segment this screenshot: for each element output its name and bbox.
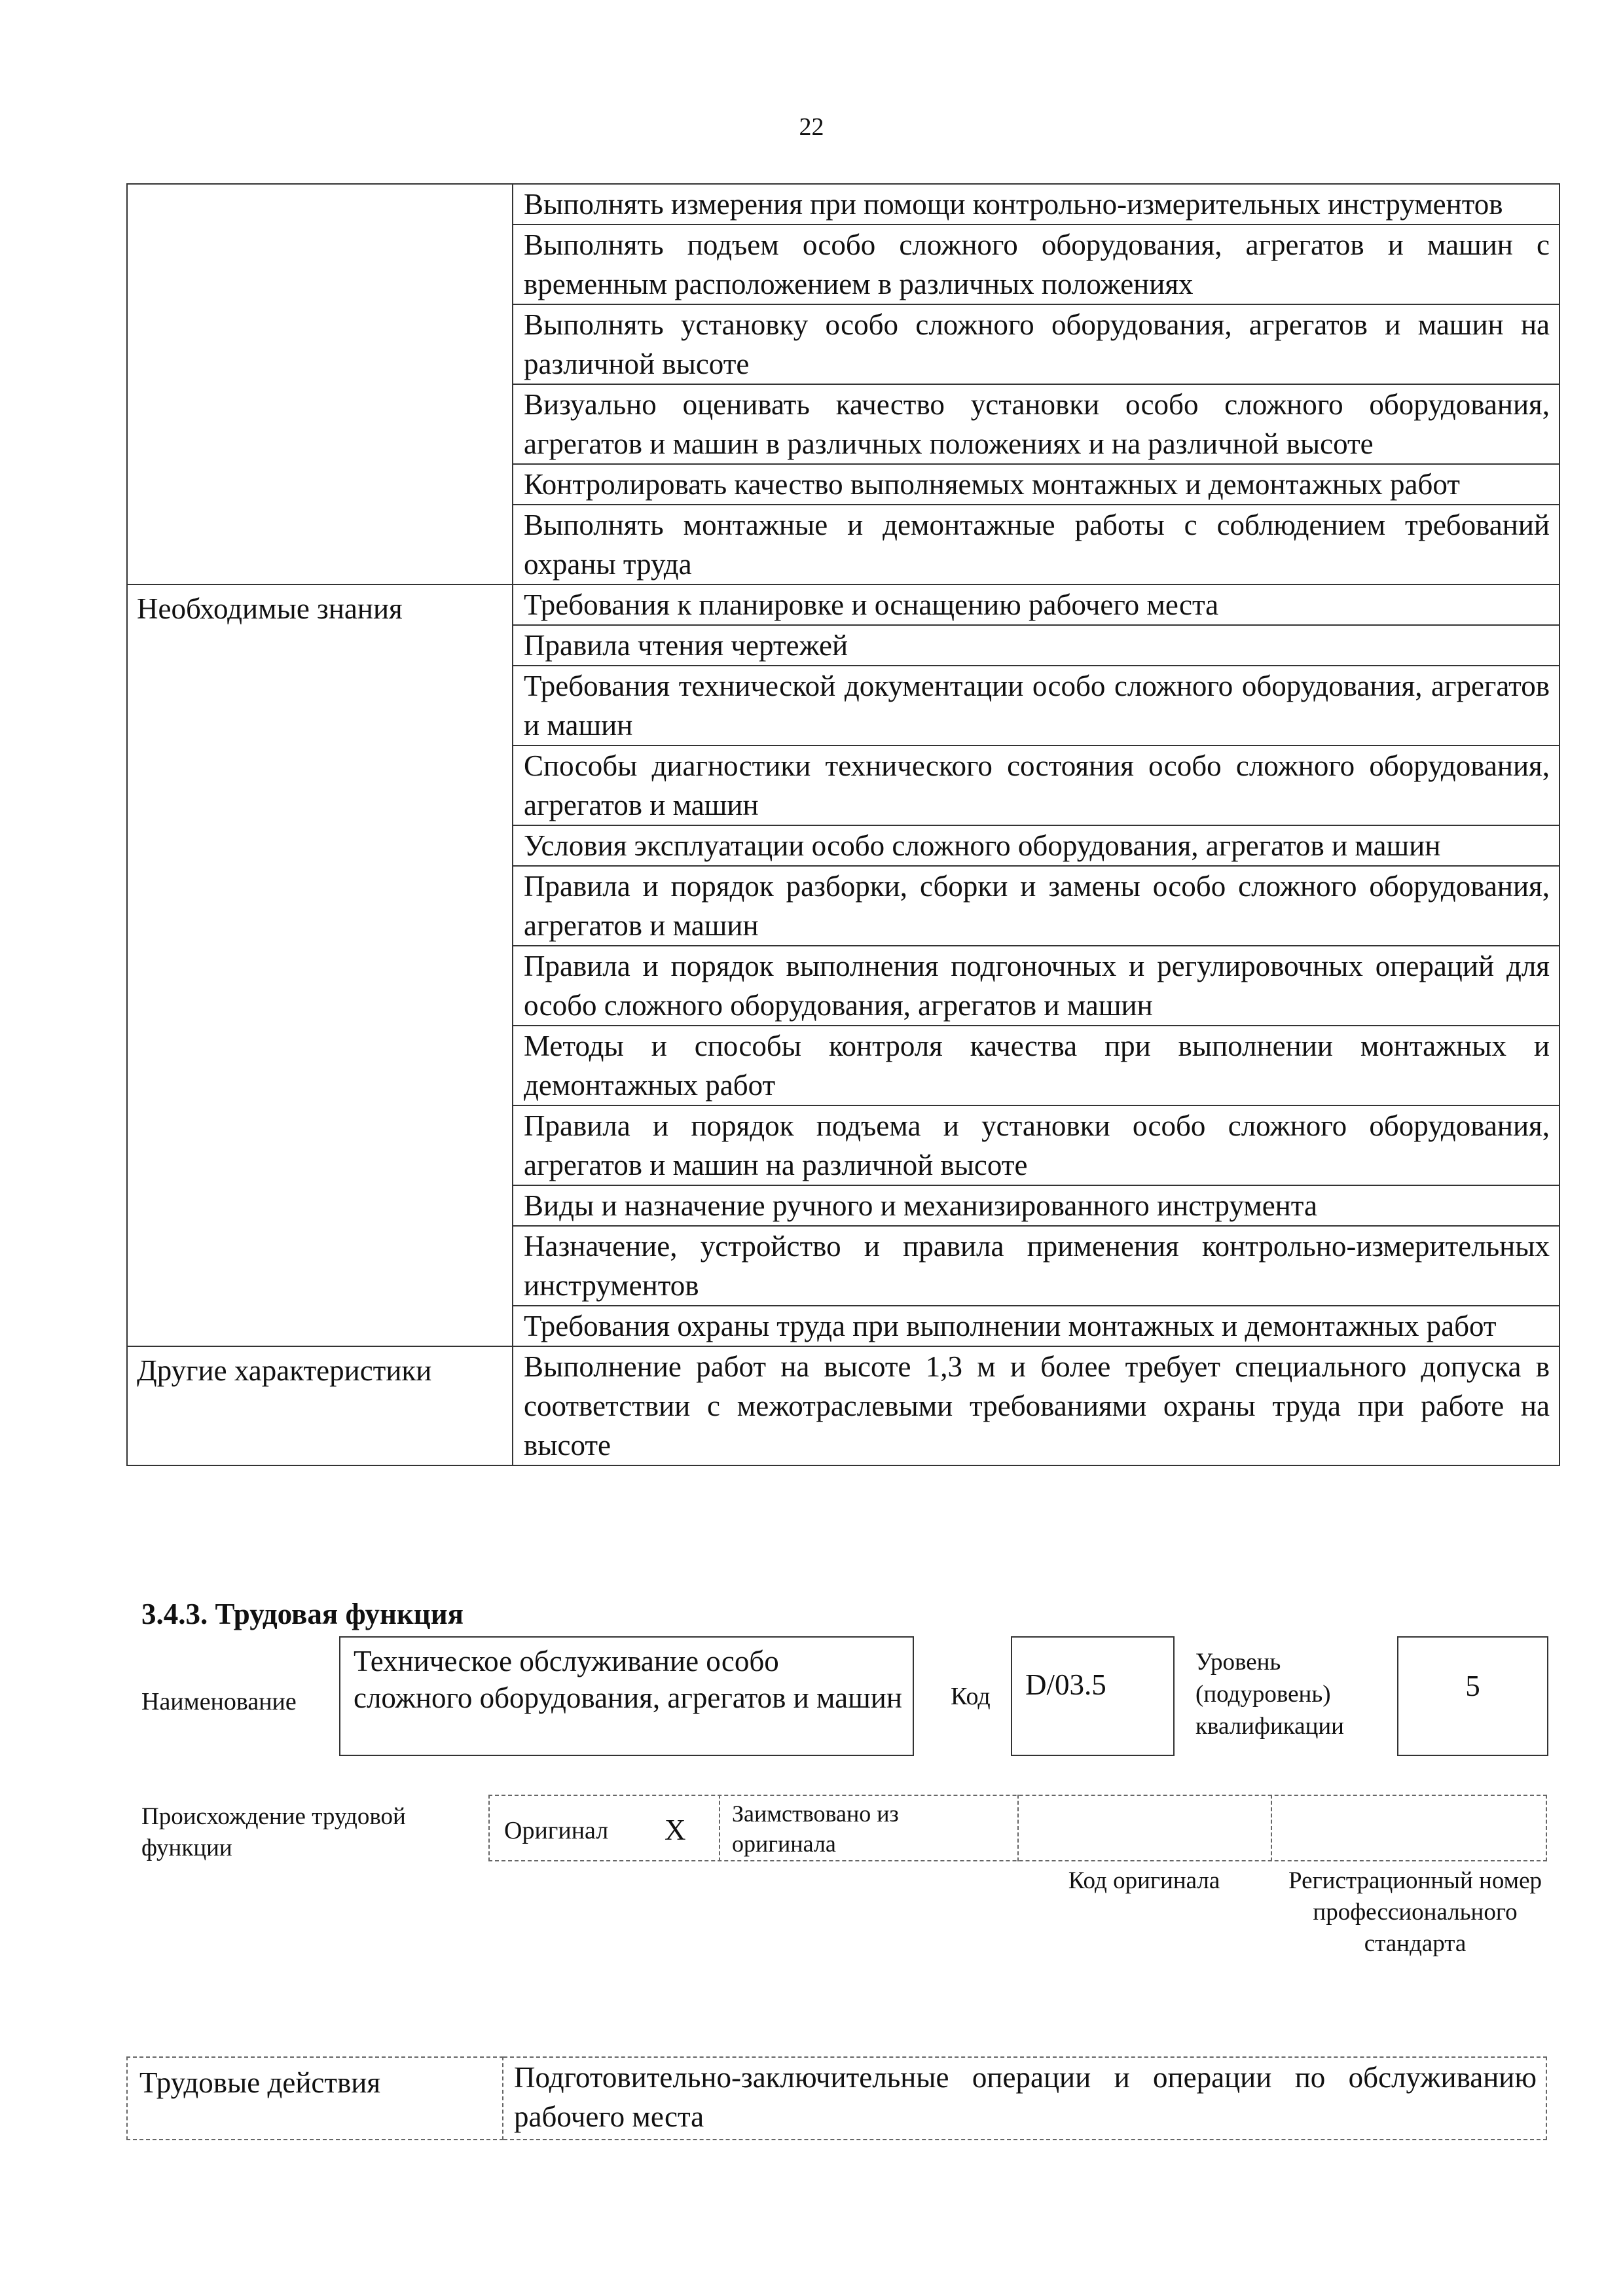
section-title: 3.4.3. Трудовая функция	[141, 1598, 464, 1630]
other-label: Другие характеристики	[127, 1346, 513, 1465]
actions-label: Трудовые действия	[127, 2057, 503, 2140]
code-label: Код	[951, 1683, 991, 1710]
skill-cell: Контролировать качество выполняемых монтажных и демонтажных работ	[513, 464, 1559, 505]
origin-divider	[1017, 1795, 1020, 1861]
name-label: Наименование	[141, 1688, 297, 1715]
borrowed-label: Заимствовано из оригинала	[732, 1801, 899, 1857]
knowledge-cell: Способы диагностики технического состояния особо сложного оборудования, агрегатов и машин	[513, 745, 1559, 825]
skill-cell: Визуально оценивать качество установки особо сложного оборудования, агрегатов и машин в различных положениях и на различной высоте	[513, 384, 1559, 464]
knowledge-cell: Правила и порядок подъема и установки особо сложного оборудования, агрегатов и машин на различной высоте	[513, 1105, 1559, 1185]
skill-cell: Выполнять измерения при помощи контрольно-измерительных инструментов	[513, 184, 1559, 224]
knowledge-cell: Требования охраны труда при выполнении монтажных и демонтажных работ	[513, 1306, 1559, 1346]
skills-label-cell	[127, 184, 513, 584]
origin-divider	[1271, 1795, 1273, 1861]
code-original-caption: Код оригинала	[1068, 1867, 1220, 1894]
knowledge-cell: Виды и назначение ручного и механизированного инструмента	[513, 1185, 1559, 1226]
knowledge-cell: Требования к планировке и оснащению рабочего места	[513, 584, 1559, 625]
other-cell: Выполнение работ на высоте 1,3 м и более требует специального допуска в соответствии с межотраслевыми требованиями охраны труда при работе на высоте	[513, 1346, 1559, 1465]
code-box	[1011, 1636, 1175, 1756]
table-row	[127, 2057, 1546, 2140]
table-row	[127, 584, 1559, 625]
knowledge-cell: Правила чтения чертежей	[513, 625, 1559, 666]
reg-number-caption: Регистрационный номер профессионального стандарта	[1288, 1867, 1542, 1957]
skill-cell: Выполнять установку особо сложного оборудования, агрегатов и машин на различной высоте	[513, 304, 1559, 384]
skill-cell: Выполнять подъем особо сложного оборудования, агрегатов и машин с временным расположением в различных положениях	[513, 224, 1559, 304]
origin-label: Происхождение трудовой функции	[141, 1803, 406, 1861]
knowledge-label: Необходимые знания	[127, 584, 513, 1346]
knowledge-cell: Назначение, устройство и правила применения контрольно-измерительных инструментов	[513, 1226, 1559, 1306]
name-value: Техническое обслуживание особо сложного оборудования, агрегатов и машин	[354, 1645, 902, 1714]
knowledge-cell: Методы и способы контроля качества при выполнении монтажных и демонтажных работ	[513, 1026, 1559, 1105]
code-value: D/03.5	[1025, 1668, 1106, 1701]
knowledge-cell: Условия эксплуатации особо сложного оборудования, агрегатов и машин	[513, 825, 1559, 866]
knowledge-cell: Требования технической документации особо сложного оборудования, агрегатов и машин	[513, 666, 1559, 745]
skill-cell: Выполнять монтажные и демонтажные работы с соблюдением требований охраны труда	[513, 505, 1559, 584]
requirements-table	[126, 183, 1560, 1466]
level-box	[1397, 1636, 1548, 1756]
page-number: 22	[799, 113, 824, 141]
actions-table	[126, 2056, 1547, 2140]
table-row	[127, 1346, 1559, 1465]
actions-cell: Подготовительно-заключительные операции и операции по обслуживанию рабочего места	[503, 2057, 1546, 2140]
table-row	[127, 184, 1559, 224]
knowledge-cell: Правила и порядок выполнения подгоночных и регулировочных операций для особо сложного оборудования, агрегатов и машин	[513, 946, 1559, 1026]
level-value: 5	[1465, 1670, 1480, 1702]
level-label: Уровень (подуровень) квалификации	[1195, 1649, 1344, 1740]
origin-divider	[719, 1795, 721, 1861]
original-label: Оригинал	[504, 1817, 609, 1844]
knowledge-cell: Правила и порядок разборки, сборки и замены особо сложного оборудования, агрегатов и машин	[513, 866, 1559, 946]
name-box	[339, 1636, 914, 1756]
original-mark: X	[665, 1814, 686, 1846]
